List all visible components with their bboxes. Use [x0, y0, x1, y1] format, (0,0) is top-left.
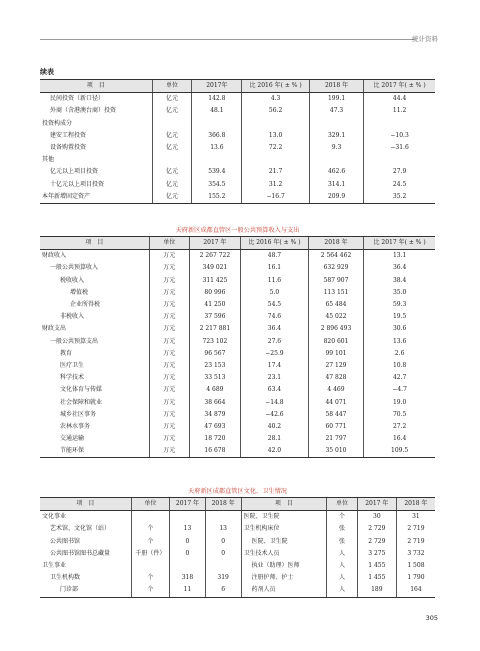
- row-unit: 万元: [149, 262, 189, 274]
- table-row: [40, 130, 435, 142]
- header-unit: 单位: [149, 237, 189, 250]
- budget-table: [40, 236, 435, 458]
- right-item: 注册护师、护士: [241, 572, 327, 584]
- row-unit: 万元: [149, 250, 189, 263]
- row-value-2017: 349 021: [189, 262, 240, 274]
- table-row: [40, 336, 435, 348]
- left-item: 卫生事业: [42, 562, 67, 570]
- row-change-2016: 13.0: [242, 130, 310, 142]
- row-change-2017: 27.2: [364, 421, 435, 433]
- header-2018: 2018 年: [309, 80, 363, 93]
- row-change-2017: 30.6: [364, 323, 435, 335]
- row-item: 教育: [60, 349, 73, 357]
- row-value-2018: 60 771: [308, 421, 363, 433]
- right-unit: 张: [327, 523, 358, 535]
- row-change-2017: 19.5: [364, 311, 435, 323]
- left-value-2018: [205, 560, 241, 572]
- header-unit-left: 单位: [131, 498, 169, 511]
- row-value-2017: [192, 118, 242, 130]
- row-value-2018: 209.9: [309, 191, 363, 204]
- right-value-2018: 31: [396, 511, 435, 524]
- table-row: [40, 287, 435, 299]
- table-row: [40, 433, 435, 445]
- row-value-2018: 2 564 462: [308, 250, 363, 263]
- table-body: [40, 511, 435, 597]
- row-change-2017: 24.5: [364, 179, 435, 191]
- row-value-2017: 366.8: [192, 130, 242, 142]
- row-item: 财政收入: [42, 252, 67, 260]
- row-value-2017: 96 567: [189, 348, 240, 360]
- table-row: [40, 179, 435, 191]
- right-unit: 人: [327, 548, 358, 560]
- table-row: [40, 311, 435, 323]
- row-value-2017: 723 102: [189, 336, 240, 348]
- row-change-2017: [364, 118, 435, 130]
- row-value-2017: 23 153: [189, 360, 240, 372]
- table-row: [40, 584, 435, 597]
- row-item: 设备购置投资: [50, 144, 87, 152]
- row-change-2016: 56.2: [242, 105, 310, 117]
- row-value-2017: 33 513: [189, 372, 240, 384]
- row-change-2016: 28.1: [241, 433, 309, 445]
- row-change-2016: −25.9: [241, 348, 309, 360]
- row-item: 民间投资（新口径）: [50, 95, 105, 103]
- table-header-row: [40, 80, 435, 93]
- table-header-row: [40, 498, 435, 511]
- left-value-2017: 13: [170, 523, 206, 535]
- row-unit: 万元: [149, 360, 189, 372]
- row-item: 一般公共预算收入: [50, 264, 99, 272]
- row-value-2018: 2 896 493: [308, 323, 363, 335]
- row-change-2017: 13.6: [364, 336, 435, 348]
- table-row: [40, 166, 435, 178]
- header-unit-right: 单位: [327, 498, 358, 511]
- row-value-2017: 2 267 722: [189, 250, 240, 263]
- row-item: 医疗卫生: [60, 361, 85, 369]
- row-value-2017: 38 664: [189, 396, 240, 408]
- row-value-2017: 311 425: [189, 275, 240, 287]
- row-change-2016: 5.0: [241, 287, 309, 299]
- row-value-2018: 4 469: [308, 384, 363, 396]
- header-item: 项 目: [40, 237, 149, 250]
- header-2017: 2017年: [192, 80, 242, 93]
- header-rule: [40, 39, 415, 40]
- row-value-2017: 16 678: [189, 445, 240, 458]
- row-value-2017: 155.2: [192, 191, 242, 204]
- left-value-2018: [205, 511, 241, 524]
- table-row: [40, 511, 435, 524]
- table-row: [40, 445, 435, 458]
- row-value-2018: 9.3: [309, 142, 363, 154]
- row-change-2016: 40.2: [241, 421, 309, 433]
- row-item: 城乡社区事务: [60, 410, 97, 418]
- right-unit: 人: [327, 584, 358, 597]
- header-item-right: 项 目: [241, 498, 327, 511]
- row-unit: [152, 154, 192, 166]
- left-unit: 千册（件）: [131, 548, 169, 560]
- row-change-2016: 17.4: [241, 360, 309, 372]
- header-change-2017: 比 2017 年( ± % ): [364, 237, 435, 250]
- table-header-row: [40, 237, 435, 250]
- left-value-2017: 0: [170, 548, 206, 560]
- left-value-2017: 318: [170, 572, 206, 584]
- right-value-2017: 189: [357, 584, 396, 597]
- left-value-2017: [170, 560, 206, 572]
- table-row: [40, 536, 435, 548]
- right-value-2017: 2 729: [357, 523, 396, 535]
- table-row: [40, 572, 435, 584]
- row-unit: 万元: [149, 384, 189, 396]
- row-change-2016: 36.4: [241, 323, 309, 335]
- row-unit: 万元: [149, 409, 189, 421]
- row-unit: 亿元: [152, 130, 192, 142]
- left-item: 门诊部: [40, 584, 131, 597]
- row-item: 科学技术: [60, 374, 85, 382]
- row-item: 企业所得税: [70, 301, 101, 309]
- left-unit: [131, 511, 169, 524]
- row-item: 其他: [42, 156, 55, 164]
- table-row: [40, 275, 435, 287]
- right-value-2017: 1 455: [357, 572, 396, 584]
- row-change-2017: −31.6: [364, 142, 435, 154]
- row-change-2016: 74.6: [241, 311, 309, 323]
- header-change-2016: 比 2016 年( ± % ): [242, 80, 310, 93]
- left-value-2018: 0: [205, 536, 241, 548]
- row-value-2018: [309, 154, 363, 166]
- left-item: 卫生机构数: [50, 574, 81, 582]
- row-item: 十亿元以上项目投资: [50, 180, 105, 188]
- row-value-2017: 2 217 881: [189, 323, 240, 335]
- left-unit: 个: [131, 523, 169, 535]
- section-title-budget: 天府新区成都直管区一般公共预算收入与支出: [175, 227, 300, 234]
- row-item: 一般公共预算支出: [50, 337, 99, 345]
- row-change-2017: 16.4: [364, 433, 435, 445]
- row-change-2016: 11.6: [241, 275, 309, 287]
- table-row: [40, 396, 435, 408]
- row-item: 交通运输: [60, 435, 85, 443]
- row-value-2018: 329.1: [309, 130, 363, 142]
- table-body: [40, 93, 435, 204]
- row-item: 增值税: [70, 288, 89, 296]
- row-unit: 亿元: [152, 142, 192, 154]
- row-value-2017: 80 996: [189, 287, 240, 299]
- row-change-2016: 27.6: [241, 336, 309, 348]
- row-change-2016: 4.3: [242, 93, 310, 106]
- section-title-culture-health: 天府新区成都直管区文化、卫生情况: [188, 488, 287, 495]
- table-row: [40, 409, 435, 421]
- row-value-2017: 354.5: [192, 179, 242, 191]
- row-change-2017: 44.4: [364, 93, 435, 106]
- row-change-2017: 35.2: [364, 191, 435, 204]
- row-change-2016: 48.7: [241, 250, 309, 263]
- header-2017-right: 2017 年: [357, 498, 396, 511]
- row-value-2018: 21 797: [308, 433, 363, 445]
- left-value-2018: 6: [205, 584, 241, 597]
- row-change-2017: 36.4: [364, 262, 435, 274]
- row-unit: 万元: [149, 323, 189, 335]
- header-2017: 2017 年: [189, 237, 240, 250]
- row-item: 税收收入: [60, 276, 85, 284]
- row-change-2017: 2.6: [364, 348, 435, 360]
- left-item: 艺术馆、文化馆（站）: [50, 525, 111, 533]
- table-row: [40, 348, 435, 360]
- row-unit: 万元: [149, 372, 189, 384]
- row-value-2018: 199.1: [309, 93, 363, 106]
- row-value-2018: [309, 118, 363, 130]
- left-value-2017: 11: [170, 584, 206, 597]
- row-item: 农林水事务: [60, 422, 91, 430]
- row-value-2017: 13.6: [192, 142, 242, 154]
- row-change-2016: −14.8: [241, 396, 309, 408]
- row-change-2017: [364, 154, 435, 166]
- row-item: 非税收入: [60, 313, 85, 321]
- right-unit: 人: [327, 572, 358, 584]
- left-value-2018: 0: [205, 548, 241, 560]
- header-change-2016: 比 2016 年( ± % ): [241, 237, 309, 250]
- table-body: [40, 250, 435, 458]
- row-item: 本年新增固定资产: [40, 191, 152, 204]
- row-change-2017: 42.7: [364, 372, 435, 384]
- row-value-2018: 462.6: [309, 166, 363, 178]
- table-row: [40, 548, 435, 560]
- right-value-2018: 1 790: [396, 572, 435, 584]
- row-value-2018: 99 101: [308, 348, 363, 360]
- header-unit: 单位: [152, 80, 192, 93]
- table-row: [40, 421, 435, 433]
- row-change-2016: 21.7: [242, 166, 310, 178]
- right-item: 卫生技术人员: [241, 548, 327, 560]
- header-2018-left: 2018 年: [205, 498, 241, 511]
- row-change-2017: −10.3: [364, 130, 435, 142]
- row-change-2017: 27.9: [364, 166, 435, 178]
- right-value-2018: 3 732: [396, 548, 435, 560]
- header-2017-left: 2017 年: [170, 498, 206, 511]
- continued-label: 续表: [40, 68, 54, 76]
- row-value-2017: 41 250: [189, 299, 240, 311]
- header-2018-right: 2018 年: [396, 498, 435, 511]
- row-value-2018: 35 010: [308, 445, 363, 458]
- left-item: 公共图书馆图书总藏量: [50, 549, 111, 557]
- row-unit: 亿元: [152, 105, 192, 117]
- table-row: [40, 299, 435, 311]
- row-change-2016: 31.2: [242, 179, 310, 191]
- left-value-2018: 13: [205, 523, 241, 535]
- header-change-2017: 比 2017 年( ± % ): [364, 80, 435, 93]
- header-item: 项 目: [40, 80, 152, 93]
- row-value-2018: 65 484: [308, 299, 363, 311]
- row-value-2017: 4 689: [189, 384, 240, 396]
- row-change-2017: 70.5: [364, 409, 435, 421]
- row-value-2017: 48.1: [192, 105, 242, 117]
- row-unit: 万元: [149, 275, 189, 287]
- culture-health-table: [40, 497, 435, 598]
- left-item: 文化事业: [42, 513, 67, 521]
- row-value-2017: 18 720: [189, 433, 240, 445]
- row-change-2016: −42.6: [241, 409, 309, 421]
- table-row: [40, 191, 435, 204]
- row-item: 亿元以上项目投资: [50, 168, 99, 176]
- row-value-2017: 34 879: [189, 409, 240, 421]
- right-item: 执业（助理）医师: [241, 560, 327, 572]
- row-value-2017: 37 596: [189, 311, 240, 323]
- table-row: [40, 262, 435, 274]
- row-unit: 万元: [149, 348, 189, 360]
- right-unit: 人: [327, 560, 358, 572]
- right-value-2017: 1 455: [357, 560, 396, 572]
- row-change-2016: [242, 118, 310, 130]
- row-unit: 亿元: [152, 166, 192, 178]
- row-change-2016: [242, 154, 310, 166]
- row-value-2017: 142.8: [192, 93, 242, 106]
- row-value-2018: 27 129: [308, 360, 363, 372]
- row-change-2017: −4.7: [364, 384, 435, 396]
- row-change-2016: 42.0: [241, 445, 309, 458]
- row-value-2017: 539.4: [192, 166, 242, 178]
- row-change-2016: 63.4: [241, 384, 309, 396]
- row-unit: 亿元: [152, 191, 192, 204]
- table-row: [40, 118, 435, 130]
- table-row: [40, 360, 435, 372]
- right-unit: 张: [327, 536, 358, 548]
- left-item: 公共图书馆: [50, 537, 81, 545]
- row-change-2017: 11.2: [364, 105, 435, 117]
- row-value-2018: 58 447: [308, 409, 363, 421]
- row-item: 外商（含港澳台商）投资: [50, 107, 117, 115]
- table-row: [40, 372, 435, 384]
- left-value-2018: 319: [205, 572, 241, 584]
- row-change-2016: 54.5: [241, 299, 309, 311]
- right-value-2018: 1 508: [396, 560, 435, 572]
- row-value-2018: 47.3: [309, 105, 363, 117]
- left-unit: 个: [131, 584, 169, 597]
- right-item: 卫生机构床位: [241, 523, 327, 535]
- table-row: [40, 523, 435, 535]
- row-change-2016: 23.1: [241, 372, 309, 384]
- row-value-2018: 47 828: [308, 372, 363, 384]
- row-item: 社会保障和就业: [60, 398, 103, 406]
- left-unit: [131, 560, 169, 572]
- row-unit: 万元: [149, 445, 189, 458]
- row-unit: 万元: [149, 287, 189, 299]
- table-row: [40, 93, 435, 106]
- investment-table: [40, 79, 435, 204]
- row-change-2017: 19.0: [364, 396, 435, 408]
- row-value-2018: 820 601: [308, 336, 363, 348]
- left-unit: 个: [131, 572, 169, 584]
- table-row: [40, 142, 435, 154]
- row-item: 文化体育与传媒: [60, 386, 103, 394]
- row-change-2017: 13.1: [364, 250, 435, 263]
- right-value-2017: 3 275: [357, 548, 396, 560]
- table-row: [40, 384, 435, 396]
- row-unit: 万元: [149, 311, 189, 323]
- row-value-2018: 587 907: [308, 275, 363, 287]
- right-unit: 个: [327, 511, 358, 524]
- left-unit: 个: [131, 536, 169, 548]
- row-unit: 万元: [149, 299, 189, 311]
- row-unit: 万元: [149, 396, 189, 408]
- row-item: 建安工程投资: [50, 131, 87, 139]
- row-value-2018: 314.1: [309, 179, 363, 191]
- row-unit: 亿元: [152, 179, 192, 191]
- row-value-2018: 44 071: [308, 396, 363, 408]
- row-change-2017: 109.5: [364, 445, 435, 458]
- left-value-2017: 0: [170, 536, 206, 548]
- right-value-2017: 2 729: [357, 536, 396, 548]
- right-value-2018: 2 719: [396, 536, 435, 548]
- right-value-2018: 2 719: [396, 523, 435, 535]
- row-value-2017: 47 693: [189, 421, 240, 433]
- row-change-2016: 16.1: [241, 262, 309, 274]
- row-unit: 亿元: [152, 93, 192, 106]
- row-item: 投资构成分: [42, 119, 73, 127]
- row-change-2017: 10.8: [364, 360, 435, 372]
- running-header: 统计资料: [412, 35, 438, 43]
- right-value-2017: 30: [357, 511, 396, 524]
- header-item-left: 项 目: [40, 498, 131, 511]
- left-value-2017: [170, 511, 206, 524]
- table-row: [40, 323, 435, 335]
- right-item: 医院、卫生院: [241, 511, 327, 524]
- row-change-2016: −16.7: [242, 191, 310, 204]
- right-item: 药剂人员: [241, 584, 327, 597]
- row-unit: 万元: [149, 433, 189, 445]
- row-value-2018: 113 151: [308, 287, 363, 299]
- row-value-2018: 45 022: [308, 311, 363, 323]
- row-change-2017: 38.4: [364, 275, 435, 287]
- row-change-2017: 59.3: [364, 299, 435, 311]
- right-value-2018: 164: [396, 584, 435, 597]
- row-value-2018: 632 929: [308, 262, 363, 274]
- row-value-2017: [192, 154, 242, 166]
- row-change-2016: 72.2: [242, 142, 310, 154]
- row-unit: 万元: [149, 336, 189, 348]
- table-row: [40, 560, 435, 572]
- row-change-2017: 35.0: [364, 287, 435, 299]
- table-row: [40, 105, 435, 117]
- row-unit: [152, 118, 192, 130]
- row-item: 财政支出: [42, 325, 67, 333]
- page-number: 305: [425, 614, 438, 622]
- right-item: 医院、卫生院: [241, 536, 327, 548]
- row-item: 节能环保: [40, 445, 149, 458]
- row-unit: 万元: [149, 421, 189, 433]
- table-row: [40, 250, 435, 263]
- table-row: [40, 154, 435, 166]
- header-2018: 2018 年: [308, 237, 363, 250]
